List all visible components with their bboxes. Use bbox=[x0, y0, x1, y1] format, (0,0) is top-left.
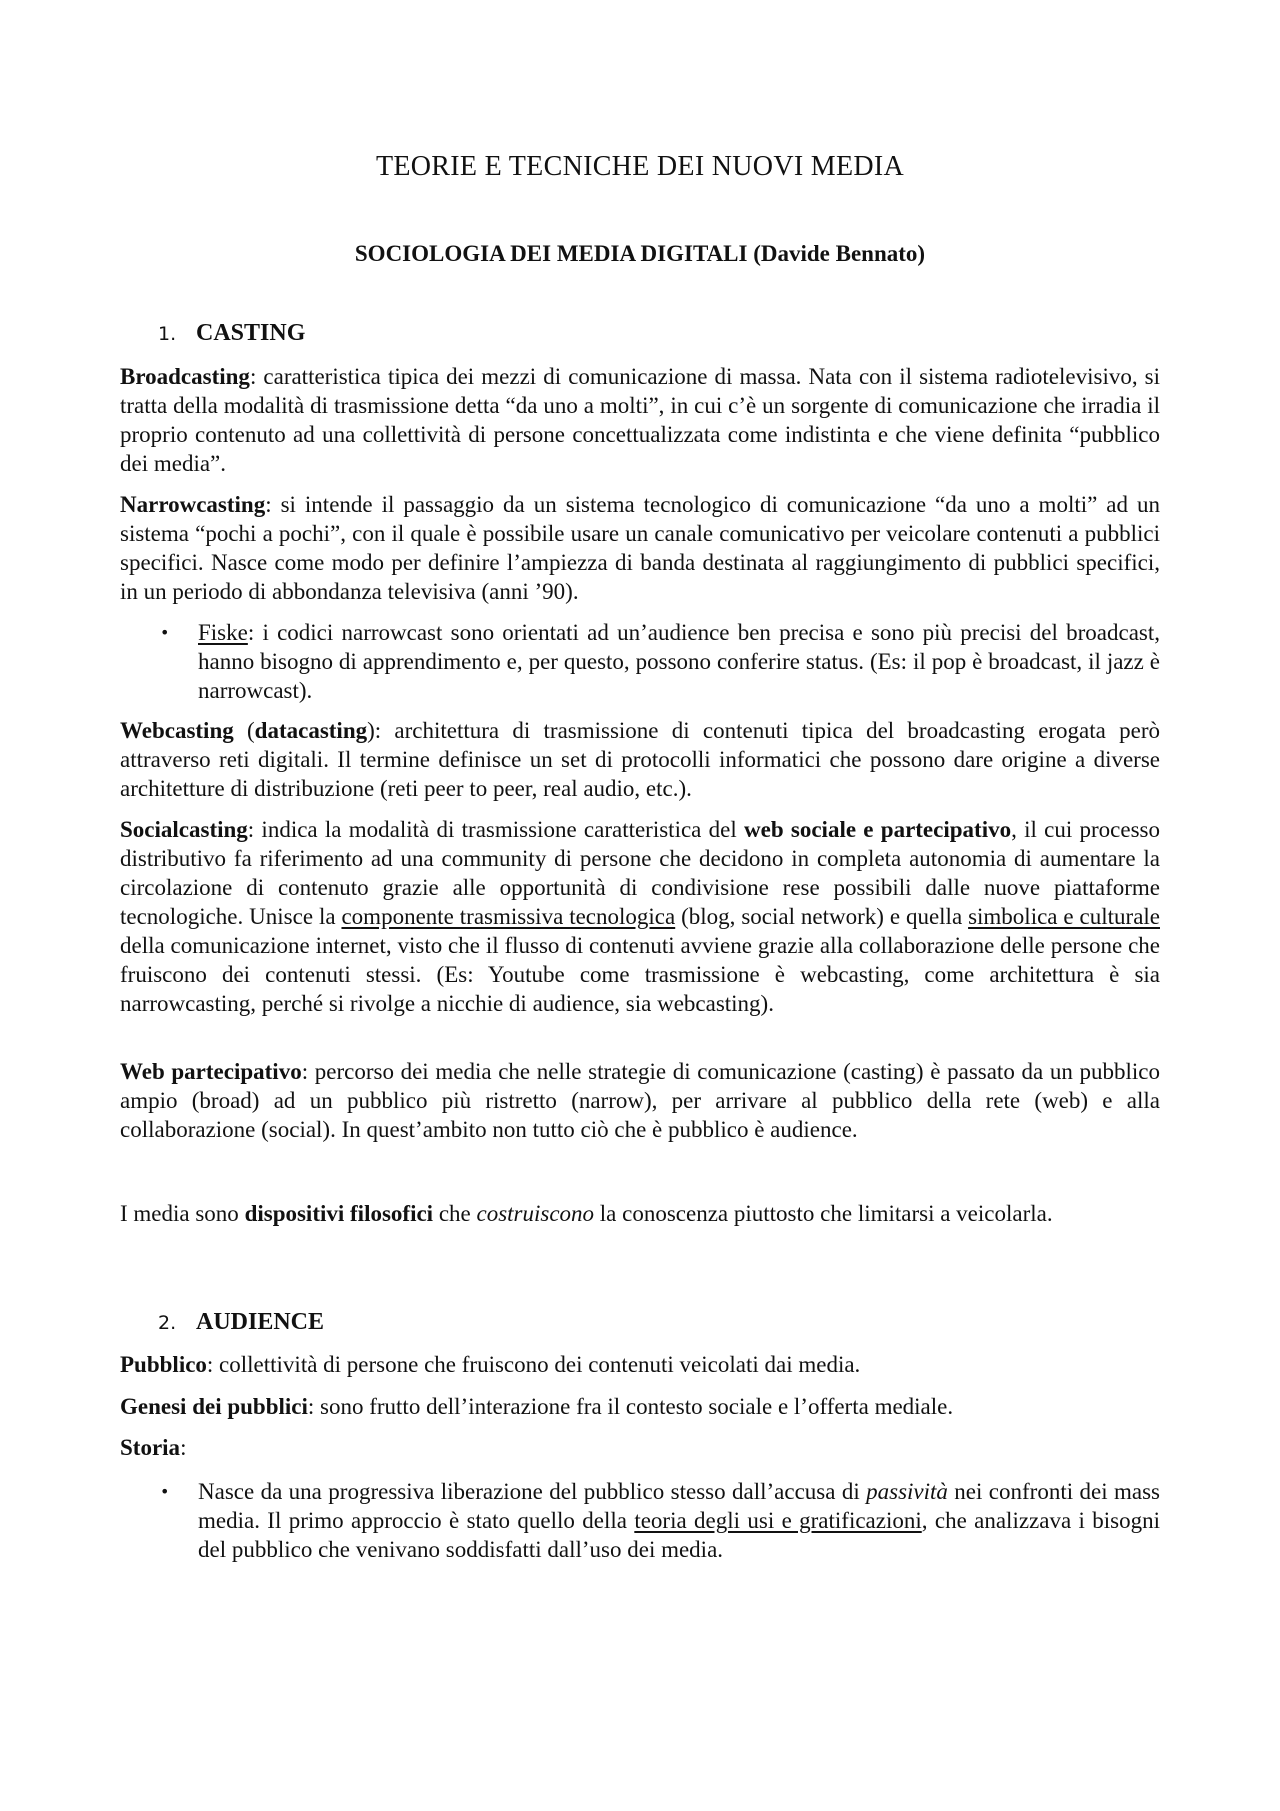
definition-text: : percorso dei media che nelle strategie di comunicazione (casting) è passato da un pubblico ampio (broad) ad un pubblico più ristretto (narrow), per arrivare al pubblico della rete (web) e alla collaborazione (social). In quest’ambito non tutto ciò che è pubblico è audience. bbox=[120, 1059, 1160, 1142]
term-datacasting: datacasting bbox=[254, 718, 368, 743]
paragraph-webcasting bbox=[120, 716, 1160, 803]
section-number: 1. bbox=[158, 323, 177, 345]
term-pubblico: Pubblico bbox=[120, 1352, 207, 1377]
paragraph-pubblico bbox=[120, 1350, 1160, 1379]
text-part-1: Nasce da una progressiva liberazione del pubblico stesso dall’accusa di bbox=[198, 1479, 867, 1504]
paragraph-storia bbox=[120, 1433, 1160, 1462]
bold-web-sociale: web sociale e partecipativo bbox=[744, 817, 1012, 842]
section-heading-audience bbox=[158, 1307, 324, 1338]
definition-text: : sono frutto dell’interazione fra il contesto sociale e l’offerta mediale. bbox=[307, 1394, 954, 1419]
term-socialcasting: Socialcasting bbox=[120, 817, 248, 842]
bullet-marker: • bbox=[160, 623, 170, 642]
section-heading-casting bbox=[158, 318, 305, 349]
underlined-teoria: teoria degli usi e gratificazioni bbox=[634, 1508, 922, 1533]
text-part-4: della comunicazione internet, visto che il flusso di contenuti avviene grazie alla collaborazione delle persone che fruiscono dei contenuti stessi. (Es: Youtube come trasmissione è webcasting, come architettura è sia narrowcasting, perché si rivolge a nicchie di audience, sia webcasting). bbox=[120, 933, 1160, 1016]
text-part-3: , che analizzava i bisogni del pubblico che venivano soddisfatti dall’uso dei media. bbox=[198, 1508, 1160, 1562]
term-web-partecipativo: Web partecipativo bbox=[120, 1059, 302, 1084]
paragraph-media bbox=[120, 1199, 1160, 1228]
underlined-simbolica: simbolica e culturale bbox=[968, 904, 1160, 929]
bullet-text: : i codici narrowcast sono orientati ad un’audience ben precisa e sono più precisi del broadcast, hanno bisogno di apprendimento e, per questo, possono conferire status. (Es: il pop è broadcast, il jazz è narrowcast). bbox=[198, 620, 1160, 703]
author-fiske: Fiske bbox=[198, 620, 248, 645]
paragraph-genesi bbox=[120, 1392, 1160, 1421]
bold-dispositivi: dispositivi filosofici bbox=[244, 1201, 434, 1226]
bullet-marker: • bbox=[160, 1482, 170, 1501]
term-broadcasting: Broadcasting bbox=[120, 364, 250, 389]
section-title: CASTING bbox=[196, 320, 306, 346]
definition-text: : collettività di persone che fruiscono dei contenuti veicolati dai media. bbox=[206, 1352, 861, 1377]
definition-text: : si intende il passaggio da un sistema tecnologico di comunicazione “da uno a molti” ad un sistema “pochi a pochi”, con il quale è possibile usare un canale comunicativo per veicolare contenuti a pubblici specifici. Nasce come modo per definire l’ampiezza di banda destinata al raggiungimento di pubblici specifici, in un periodo di abbondanza televisiva (anni ’90). bbox=[120, 492, 1160, 604]
text-part-1: I media sono bbox=[120, 1201, 245, 1226]
text-part-3: la conoscenza piuttosto che limitarsi a veicolarla. bbox=[594, 1201, 1053, 1226]
paren-open: ( bbox=[233, 718, 255, 743]
bullet-fiske bbox=[198, 618, 1160, 705]
text-part-2: , il cui processo distributivo fa riferimento ad una community di persone che decidono in completa autonomia di aumentare la circolazione di contenuto grazie alle opportunità di condivisione rese possibili dalle nuove piattaforme tecnologiche. Unisce la bbox=[120, 817, 1160, 929]
term-genesi: Genesi dei pubblici bbox=[120, 1394, 308, 1419]
text-part-1: : indica la modalità di trasmissione caratteristica del bbox=[247, 817, 745, 842]
paragraph-socialcasting bbox=[120, 815, 1160, 1018]
bullet-storia bbox=[198, 1477, 1160, 1564]
underlined-componente: componente trasmissiva tecnologica bbox=[341, 904, 676, 929]
paragraph-narrowcasting bbox=[120, 490, 1160, 606]
document-subtitle: SOCIOLOGIA DEI MEDIA DIGITALI (Davide Bennato) bbox=[354, 241, 926, 266]
text-part-3: (blog, social network) e quella bbox=[675, 904, 969, 929]
paragraph-web-partecipativo bbox=[120, 1057, 1160, 1144]
section-number: 2. bbox=[158, 1312, 177, 1334]
colon: : bbox=[180, 1435, 187, 1460]
term-storia: Storia bbox=[120, 1435, 181, 1460]
section-title: AUDIENCE bbox=[196, 1309, 325, 1335]
italic-passivita: passività bbox=[866, 1479, 948, 1504]
term-webcasting: Webcasting bbox=[120, 718, 234, 743]
paragraph-broadcasting bbox=[120, 362, 1160, 478]
document-title: TEORIE E TECNICHE DEI NUOVI MEDIA bbox=[375, 151, 905, 182]
italic-costruiscono: costruiscono bbox=[476, 1201, 595, 1226]
term-narrowcasting: Narrowcasting bbox=[120, 492, 266, 517]
definition-text: : caratteristica tipica dei mezzi di comunicazione di massa. Nata con il sistema radiotelevisivo, si tratta della modalità di trasmissione detta “da uno a molti”, in cui c’è un sorgente di comunicazione che irradia il proprio contenuto ad una collettività di persone concettualizzata come indistinta e che viene definita “pubblico dei media”. bbox=[120, 364, 1160, 476]
definition-text: ): architettura di trasmissione di contenuti tipica del broadcasting erogata però attraverso reti digitali. Il termine definisce un set di protocolli informatici che possono dare origine a diverse architetture di distribuzione (reti peer to peer, real audio, etc.). bbox=[120, 718, 1160, 801]
text-part-2: che bbox=[433, 1201, 477, 1226]
text-part-2: nei confronti dei mass media. Il primo approccio è stato quello della bbox=[198, 1479, 1160, 1533]
